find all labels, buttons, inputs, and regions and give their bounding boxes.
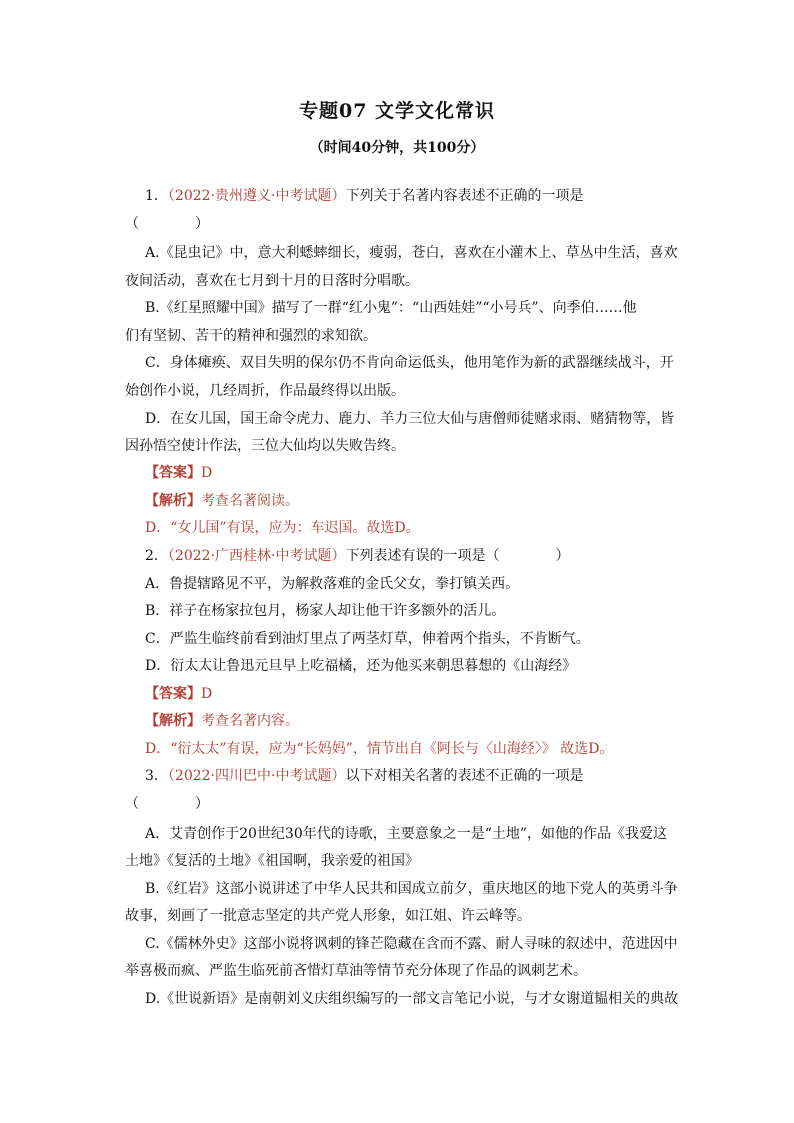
analysis-text: 考查名著内容。 (201, 713, 299, 729)
answer-tag: 【答案】 (145, 465, 201, 481)
question-2-stem (145, 546, 705, 566)
question-1-option-c-line-2: 始创作小说，几经周折，作品最终得以出版。 (125, 383, 405, 399)
question-2-number: 2． (145, 548, 168, 564)
question-1-number: 1． (145, 188, 168, 204)
question-2-option-b: B．祥子在杨家拉包月，杨家人却让他干许多额外的活儿。 (145, 603, 506, 619)
question-1-option-d-line-2: 因孙悟空使计作法，三位大仙均以失败告终。 (125, 438, 405, 454)
question-3-text: 以下对相关名著的表述不正确的一项是 (345, 768, 584, 784)
question-1-option-b-line-1: B.《红星照耀中国》描写了一群“红小鬼”：“山西娃娃”“小号兵”、向季伯……他 (145, 300, 637, 316)
question-3-number: 3． (145, 768, 168, 784)
question-3-option-a-line-1: A．艾青创作于20世纪30年代的诗歌，主要意象之一是“土地”，如他的作品《我爱这 (145, 826, 668, 842)
page-title: 专题07 文学文化常识 (298, 100, 496, 122)
analysis-tag: 【解析】 (145, 493, 201, 509)
question-2-answer (145, 684, 705, 704)
question-1-explanation: D．“女儿国”有误，应为：车迟国。故选D。 (145, 520, 420, 536)
question-3-option-c-line-2: 举喜极而疯、严监生临死前吝惜灯草油等情节充分体现了作品的讽刺艺术。 (125, 963, 587, 979)
question-3-option-d-line-1: D.《世说新语》是南朝刘义庆组织编写的一部文言笔记小说，与才女谢道韫相关的典故 (145, 991, 679, 1007)
answer-value: D (201, 465, 213, 481)
question-3-option-b-line-1: B.《红岩》这部小说讲述了中华人民共和国成立前夕，重庆地区的地下党人的英勇斗争 (145, 881, 678, 897)
question-2-text: 下列表述有误的一项是（ ） (345, 548, 570, 564)
question-3-source: （2022·四川巴中·中考试题） (167, 768, 346, 784)
question-1-option-d-line-1: D．在女儿国，国王命令虎力、鹿力、羊力三位大仙与唐僧师徒赌求雨、赌猜物等，皆 (145, 411, 675, 427)
question-3-option-a-line-2: 土地》《复活的土地》《祖国啊，我亲爱的祖国》 (125, 853, 419, 869)
question-3-bracket: （ ） (125, 796, 209, 812)
question-1-option-b-line-2: 们有坚韧、苦干的精神和强烈的求知欲。 (125, 328, 377, 344)
question-2-explanation: D．“衍太太”有误，应为“长妈妈”，情节出自《阿长与〈山海经〉》 故选D。 (145, 741, 614, 757)
question-1-option-a-line-2: 夜间活动，喜欢在七月到十月的日落时分唱歌。 (125, 273, 419, 289)
question-3-option-c-line-1: C.《儒林外史》这部小说将讽刺的锋芒隐藏在含而不露、耐人寻味的叙述中，范进因中 (145, 936, 678, 952)
question-1-option-a-line-1: A.《昆虫记》中，意大利蟋蟀细长，瘦弱，苍白，喜欢在小灌木上、草丛中生活，喜欢 (145, 245, 678, 261)
question-1-text: 下列关于名著内容表述不正确的一项是 (345, 188, 584, 204)
question-2-option-c: C．严监生临终前看到油灯里点了两茎灯草，伸着两个指头，不肯断气。 (145, 631, 590, 647)
question-3-option-b-line-2: 故事，刻画了一批意志坚定的共产党人形象，如江姐、许云峰等。 (125, 908, 531, 924)
question-1-answer (145, 463, 705, 483)
question-2-source: （2022·广西桂林·中考试题） (167, 548, 346, 564)
analysis-text: 考查名著阅读。 (201, 493, 299, 509)
question-3-stem (145, 766, 705, 786)
answer-tag: 【答案】 (145, 686, 201, 702)
question-2-option-d: D．衍太太让鲁迅元旦早上吃福橘，还为他买来朝思暮想的《山海经》 (145, 658, 577, 674)
answer-value: D (201, 686, 213, 702)
question-1-bracket: （ ） (125, 216, 209, 232)
question-2-analysis (145, 711, 705, 731)
analysis-tag: 【解析】 (145, 713, 201, 729)
question-1-analysis (145, 491, 705, 511)
page-subtitle: （时间40分钟，共100分） (309, 140, 485, 156)
question-1-option-c-line-1: C．身体瘫痪、双目失明的保尔仍不肯向命运低头，他用笔作为新的武器继续战斗，开 (145, 355, 674, 371)
question-1-source: （2022·贵州遵义·中考试题） (167, 188, 346, 204)
question-2-option-a: A．鲁提辖路见不平，为解救落难的金氏父女，拳打镇关西。 (145, 576, 520, 592)
question-1-stem (145, 186, 705, 206)
